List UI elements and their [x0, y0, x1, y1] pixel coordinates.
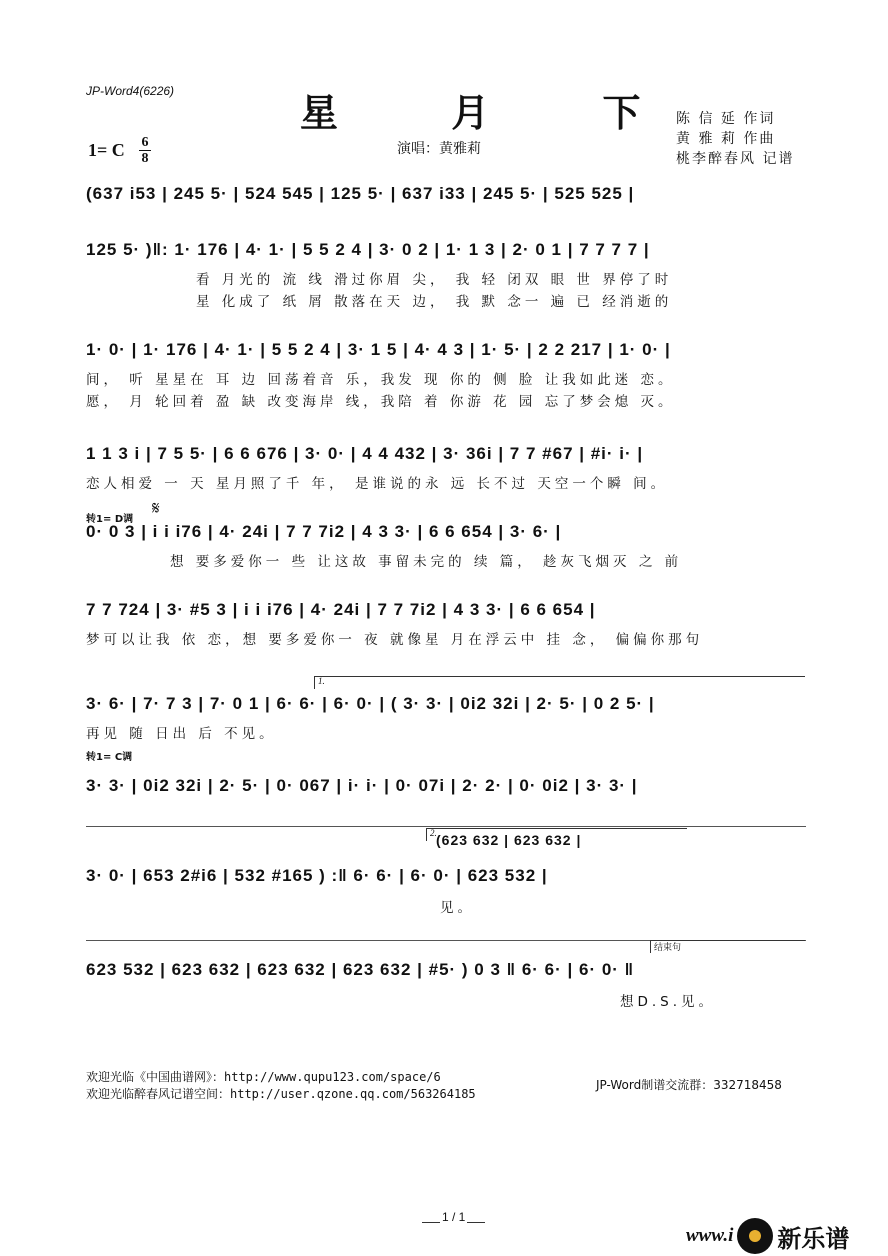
- ending-label: 结束句: [654, 943, 682, 953]
- footer-link-2: 欢迎光临醉春风记谱空间：http://user.qzone.qq.com/563264185: [86, 1087, 476, 1101]
- score-line-9: 3· 0· | 653 2#i6 | 532 #165 ) :‖ 6· 6· | 6· 0· | 623 532 |: [86, 866, 548, 885]
- lyric-line-1: 看 月光的 流 线 滑过你眉 尖， 我 轻 闭双 眼 世 界停了时: [196, 272, 673, 288]
- lyric-line-6: 想 要多爱你一 些 让这故 事留未完的 续 篇， 趁灰飞烟灭 之 前: [170, 554, 683, 570]
- watermark-brand: 新乐谱: [777, 1224, 850, 1253]
- score-line-3: 1· 0· | 1· 176 | 4· 1· | 5 5 2 4 | 3· 1 5 | 4· 4 3 | 1· 5· | 2 2 217 | 1· 0· |: [86, 340, 671, 359]
- score-line-2: 125 5· )‖: 1· 176 | 4· 1· | 5 5 2 4 | 3· 0 2 | 1· 1 3 | 2· 0 1 | 7 7 7 7 |: [86, 240, 650, 259]
- lyric-line-7: 梦可以让我 依 恋，想 要多爱你一 夜 就像星 月在浮云中 挂 念， 偏偏你那句: [86, 632, 704, 648]
- score-line-1: (637 i53 | 245 5· | 524 545 | 125 5· | 637 i33 | 245 5· | 525 525 |: [86, 184, 635, 203]
- ending-bracket: [650, 940, 805, 953]
- song-title: 星 月 下: [300, 91, 691, 135]
- lyric-line-5: 恋人相爱 一 天 星月照了千 年， 是谁说的永 远 长不过 天空一个瞬 间。: [86, 476, 669, 492]
- score-line-4: 1 1 3 i | 7 5 5· | 6 6 676 | 3· 0· | 4 4 432 | 3· 36i | 7 7 #67 | #i· i· |: [86, 444, 644, 463]
- score-line-5: 0· 0 3 | i i i76 | 4· 24i | 7 7 7i2 | 4 3 3· | 6 6 654 | 3· 6· |: [86, 522, 562, 541]
- time-bottom: 8: [141, 151, 149, 166]
- page-number: 1 / 1: [420, 1210, 487, 1224]
- volta-1-label: 1.: [318, 676, 325, 686]
- lyric-line-9: 见。: [440, 900, 475, 916]
- time-top: 6: [141, 135, 149, 150]
- score-line-10: 623 532 | 623 632 | 623 632 | 623 632 | #5· ) 0 3 ‖ 6· 6· | 6· 0· ‖: [86, 960, 635, 979]
- key-signature: 1= C: [88, 140, 125, 160]
- software-label: JP-Word4(6226): [86, 84, 175, 98]
- lyric-line-3: 间， 听 星星在 耳 边 回荡着音 乐，我发 现 你的 侧 脸 让我如此迷 恋。: [86, 372, 676, 388]
- credits: [676, 109, 794, 169]
- lyric-line-8: 再见 随 日出 后 不见。: [86, 726, 277, 742]
- watermark-url: www.i: [686, 1225, 734, 1246]
- lyric-line-2: 星 化成了 纸 屑 散落在天 边， 我 默 念一 遍 已 经消逝的: [196, 294, 673, 310]
- staff-divider-1: [86, 826, 806, 827]
- record-disc-icon: [737, 1218, 773, 1254]
- transcriber: 桃李醉春风 记谱: [676, 151, 795, 167]
- group-number: JP-Word制谱交流群：332718458: [596, 1078, 782, 1092]
- volta-1-bracket: [314, 676, 805, 689]
- lyric-line-10: 想D.S.见。: [620, 994, 717, 1010]
- key-change-c: 转1= C调: [86, 752, 133, 763]
- lyricist: 陈 信 延 作词: [676, 111, 776, 127]
- composer: 黄 雅 莉 作曲: [676, 131, 776, 147]
- lyric-line-4: 愿， 月 轮回着 盈 缺 改变海岸 线，我陪 着 你游 花 园 忘了梦会熄 灭。: [86, 394, 676, 410]
- score-line-8: 3· 3· | 0i2 32i | 2· 5· | 0· 067 | i· i· | 0· 07i | 2· 2· | 0· 0i2 | 3· 3· |: [86, 776, 638, 795]
- score-line-6: 7 7 724 | 3· #5 3 | i i i76 | 4· 24i | 7 7 7i2 | 4 3 3· | 6 6 654 |: [86, 600, 596, 619]
- footer-link-1: 欢迎光临《中国曲谱网》：http://www.qupu123.com/space/6: [86, 1070, 441, 1084]
- score-line-9-overhead: (623 632 | 623 632 |: [436, 832, 582, 848]
- key-change-d: 转1= D调: [86, 514, 134, 525]
- singer: 演唱：黄雅莉: [397, 141, 481, 157]
- watermark: [686, 1218, 849, 1254]
- volta-2-label: 2.: [430, 828, 437, 838]
- segno-sign: 𝄋: [152, 498, 160, 519]
- time-signature: [139, 136, 151, 165]
- score-line-7: 3· 6· | 7· 7 3 | 7· 0 1 | 6· 6· | 6· 0· | ( 3· 3· | 0i2 32i | 2· 5· | 0 2 5· |: [86, 694, 655, 713]
